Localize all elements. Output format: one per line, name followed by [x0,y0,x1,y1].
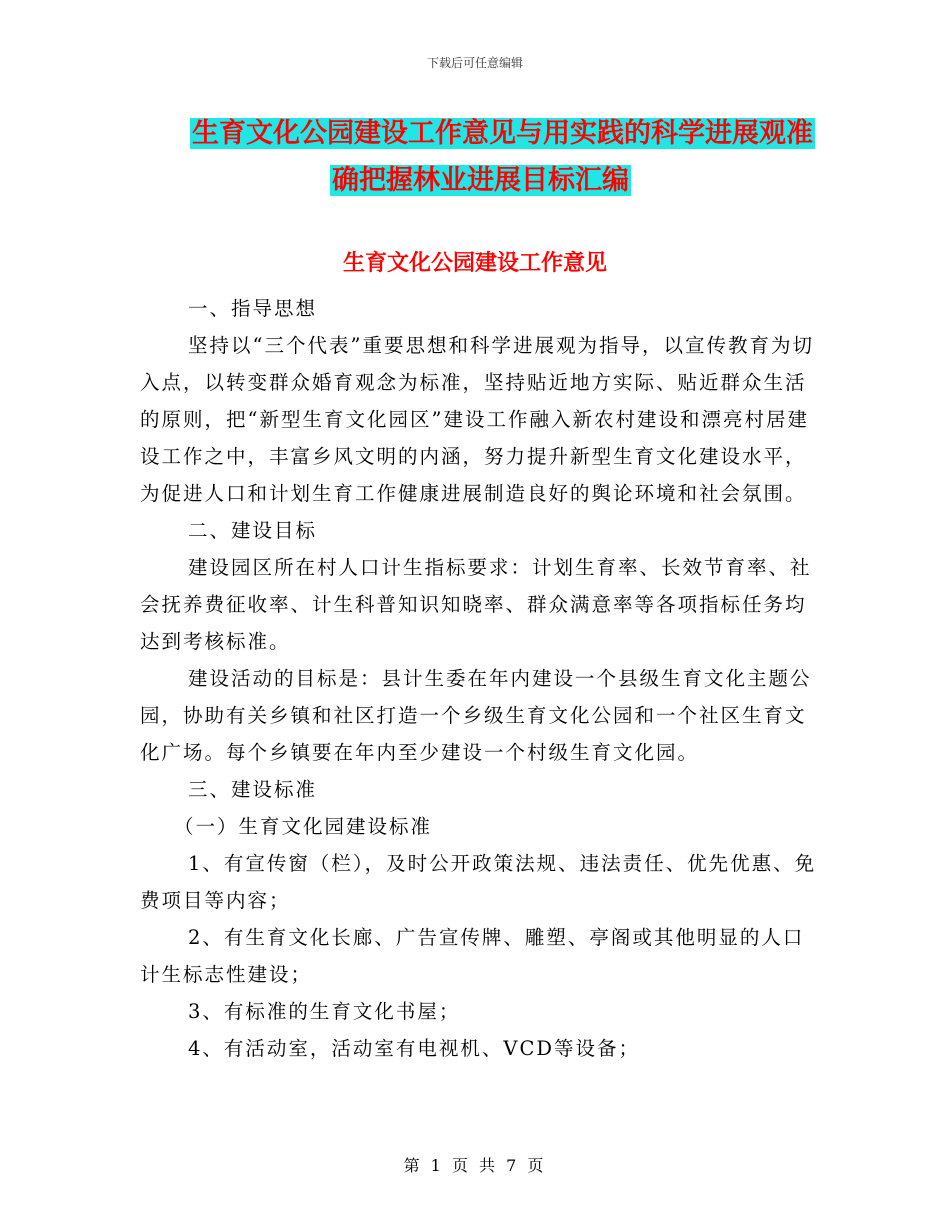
paragraph-indicator-requirements: 建设园区所在村人口计生指标要求：计划生育率、长效节育率、社会抚养费征收率、计生科普知识知晓率、群众满意率等各项指标任务均达到考核标准。 [140,556,812,653]
heading-construction-goals: 二、建设目标 [188,519,318,542]
document-title [190,110,830,204]
title-line-1: 生育文化公园建设工作意见与用实践的科学进展观准 [192,118,813,149]
list-item-2: 2、有生育文化长廊、广告宣传牌、雕塑、亭阁或其他明显的人口计生标志性建设； [140,926,805,986]
title-line-2: 确把握林业进展目标汇编 [332,165,629,196]
list-item-4: 4、有活动室，活动室有电视机、VCD等设备； [188,1037,641,1060]
list-item-1: 1、有宣传窗（栏），及时公开政策法规、违法责任、优先优惠、免费项目等内容； [140,852,817,912]
page-number: 第 1 页 共 7 页 [403,1156,547,1175]
paragraph-guiding-thought: 坚持以“三个代表”重要思想和科学进展观为指导，以宣传教育为切入点，以转变群众婚育观念为标准，坚持贴近地方实际、贴近群众生活的原则，把“新型生育文化园区”建设工作融入新农村建设和漂亮村居建设工作之中，丰富乡风文明的内涵，努力提升新型生育文化建设水平，为促进人口和计划生育工作健康进展制造良好的舆论环境和社会氛围。 [140,334,814,505]
heading-construction-standards: 三、建设标准 [188,778,318,801]
list-item-3: 3、有标准的生育文化书屋； [188,1000,461,1023]
paragraph-activity-goals: 建设活动的目标是：县计生委在年内建设一个县级生育文化主题公园，协助有关乡镇和社区打造一个乡级生育文化公园和一个社区生育文化广场。每个乡镇要在年内至少建设一个村级生育文化园。 [140,667,812,764]
section-title: 生育文化公园建设工作意见 [342,251,607,276]
heading-guiding-thought: 一、指导思想 [188,297,318,320]
document-body [140,290,820,1067]
subheading-park-standards: （一）生育文化园建设标准 [174,815,433,838]
page-header-note: 下载后可任意编辑 [426,56,523,70]
